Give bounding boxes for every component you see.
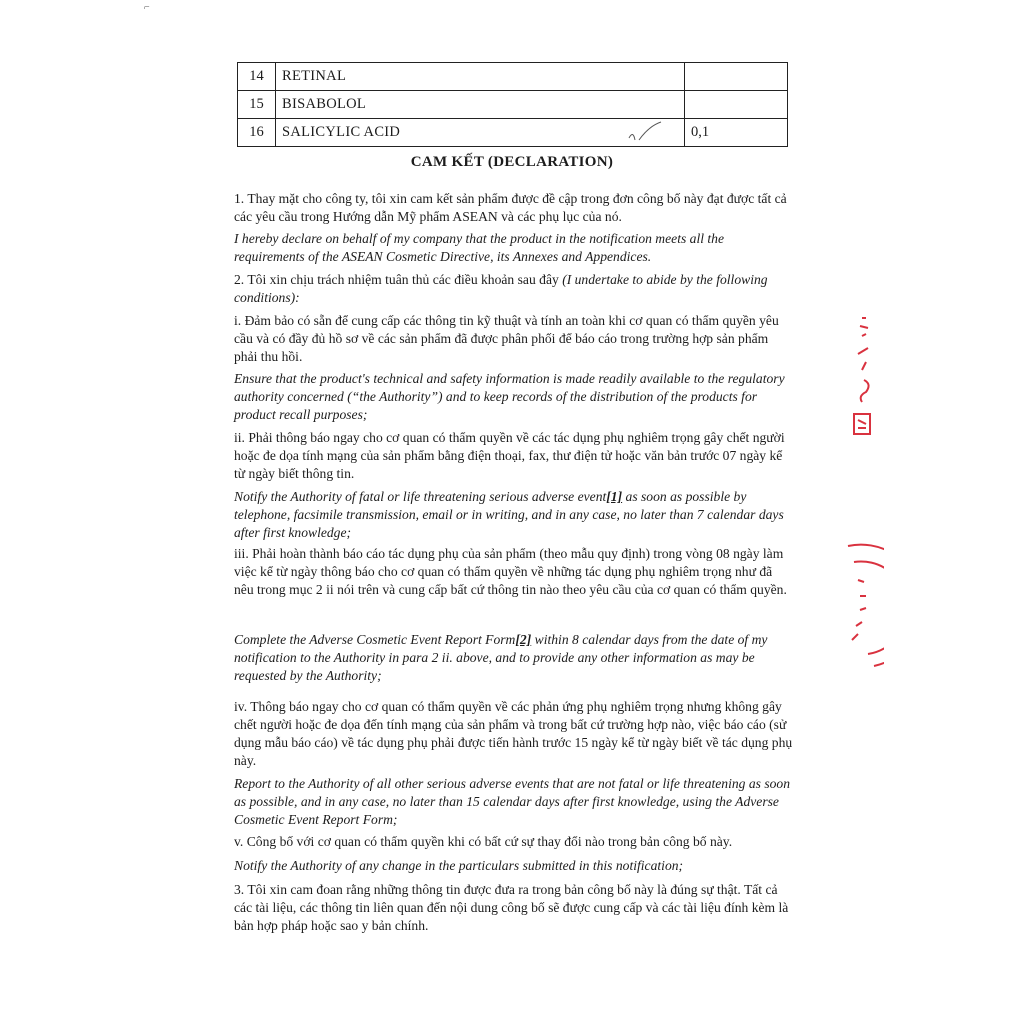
ingredient-name: SALICYLIC ACID bbox=[276, 119, 685, 147]
declaration-para-1-vi: 1. Thay mặt cho công ty, tôi xin cam kết sản phẩm được đề cập trong đơn công bố này đạt được tất cả các yêu cầu trong Hướng dẫn Mỹ phẩm ASEAN và các phụ lục của nó. bbox=[234, 191, 787, 224]
ingredient-value bbox=[685, 91, 788, 119]
ingredient-name: BISABOLOL bbox=[276, 91, 685, 119]
declaration-para-3-vi: 3. Tôi xin cam đoan rằng những thông tin được đưa ra trong bản công bố này là đúng sự thật. Tất cả các tài liệu, các thông tin liên quan đến nội dung công bố sẽ được cung cấp và các tài liệu đính kèm là bản hợp pháp hoặc sao y bản chính. bbox=[234, 882, 789, 933]
condition-ii-en-text-cont: as soon as possible by telephone, facsimile transmission, email or in writing, and in any case, no later than 7 calendar days after first knowledge; bbox=[234, 489, 784, 540]
ingredient-value: 0,1 bbox=[685, 119, 788, 147]
ingredients-table bbox=[237, 62, 788, 147]
declaration-title: CAM KẾT (DECLARATION) bbox=[410, 154, 614, 170]
table-row bbox=[238, 63, 788, 91]
condition-ii-vi: ii. Phải thông báo ngay cho cơ quan có thẩm quyền về các tác dụng phụ nghiêm trọng gây chết người hoặc đe dọa tính mạng của sản phẩm bằng điện thoại, fax, thư điện tử hoặc văn bản trước 07 ngày kể từ ngày biết thông tin. bbox=[234, 430, 785, 481]
ingredient-name: RETINAL bbox=[276, 63, 685, 91]
condition-ii-en-text: Notify the Authority of fatal or life threatening serious adverse event bbox=[234, 489, 607, 504]
condition-iii-vi: iii. Phải hoàn thành báo cáo tác dụng phụ của sản phẩm (theo mẫu quy định) trong vòng 08 ngày làm việc kể từ ngày thông báo cho cơ quan có thẩm quyền về những tác dụng phụ nghiêm trọng như đã nêu trong mục 2 ii nói trên và cung cấp bất cứ thông tin nào theo yêu cầu của cơ quan có thẩm quyền. bbox=[234, 546, 787, 597]
declaration-para-2-vi: 2. Tôi xin chịu trách nhiệm tuân thủ các điều khoản sau đây bbox=[234, 272, 559, 287]
declaration-para-2-en: (I undertake to abide by the following conditions): bbox=[234, 272, 768, 305]
table-row bbox=[238, 119, 788, 147]
red-seal-fragment-lower bbox=[838, 540, 884, 670]
footnote-ref-2: [2] bbox=[515, 632, 532, 647]
red-seal-fragment-upper bbox=[848, 310, 882, 440]
row-number: 15 bbox=[238, 91, 276, 119]
condition-iii-en-text-cont: within 8 calendar days from the date of my notification to the Authority in para 2 ii. above, and to provide any other information as may be requested by the Authority; bbox=[234, 632, 768, 683]
condition-ii-en bbox=[234, 488, 794, 542]
condition-v-vi: v. Công bố với cơ quan có thẩm quyền khi có bất cứ sự thay đổi nào trong bản công bố này. bbox=[234, 834, 733, 849]
condition-iii-en-text: Complete the Adverse Cosmetic Event Report Form bbox=[234, 632, 516, 647]
scan-corner-mark: ⌐ bbox=[144, 2, 150, 13]
condition-iii-en bbox=[234, 631, 794, 685]
handwritten-tick-mark bbox=[625, 118, 665, 144]
row-number: 16 bbox=[238, 119, 276, 147]
ingredient-value bbox=[685, 63, 788, 91]
declaration-para-2 bbox=[234, 271, 794, 307]
condition-iv-en: Report to the Authority of all other serious adverse events that are not fatal or life threatening as soon as possible, and in any case, no later than 15 calendar days after first knowledge, using the Adverse Cosmetic Event Report Form; bbox=[234, 776, 791, 827]
footnote-ref-1: [1] bbox=[606, 489, 623, 504]
row-number: 14 bbox=[238, 63, 276, 91]
condition-i-en: Ensure that the product's technical and safety information is made readily available to the regulatory authority concerned (“the Authority”) and to keep records of the distribution of the products for product recall purposes; bbox=[234, 371, 785, 422]
condition-i-vi: i. Đảm bảo có sẵn để cung cấp các thông tin kỹ thuật và tính an toàn khi cơ quan có thẩm quyền yêu cầu và có đầy đủ hồ sơ về các sản phẩm đã được phân phối để báo cáo trong trường hợp sản phẩm phải thu hồi. bbox=[234, 313, 779, 364]
table-row bbox=[238, 91, 788, 119]
declaration-para-1-en: I hereby declare on behalf of my company that the product in the notification meets all the requirements of the ASEAN Cosmetic Directive, its Annexes and Appendices. bbox=[234, 231, 725, 264]
condition-iv-vi: iv. Thông báo ngay cho cơ quan có thẩm quyền về các phản ứng phụ nghiêm trọng nhưng không gây chết người hoặc đe dọa đến tính mạng của sản phẩm và trong bất cứ trường hợp nào, việc báo cáo (sử dụng mẫu báo cáo) về tác dụng phụ phải được tiến hành trước 15 ngày kể từ ngày biết về tác dụng phụ này. bbox=[234, 699, 793, 768]
condition-v-en: Notify the Authority of any change in the particulars submitted in this notification; bbox=[234, 858, 684, 873]
